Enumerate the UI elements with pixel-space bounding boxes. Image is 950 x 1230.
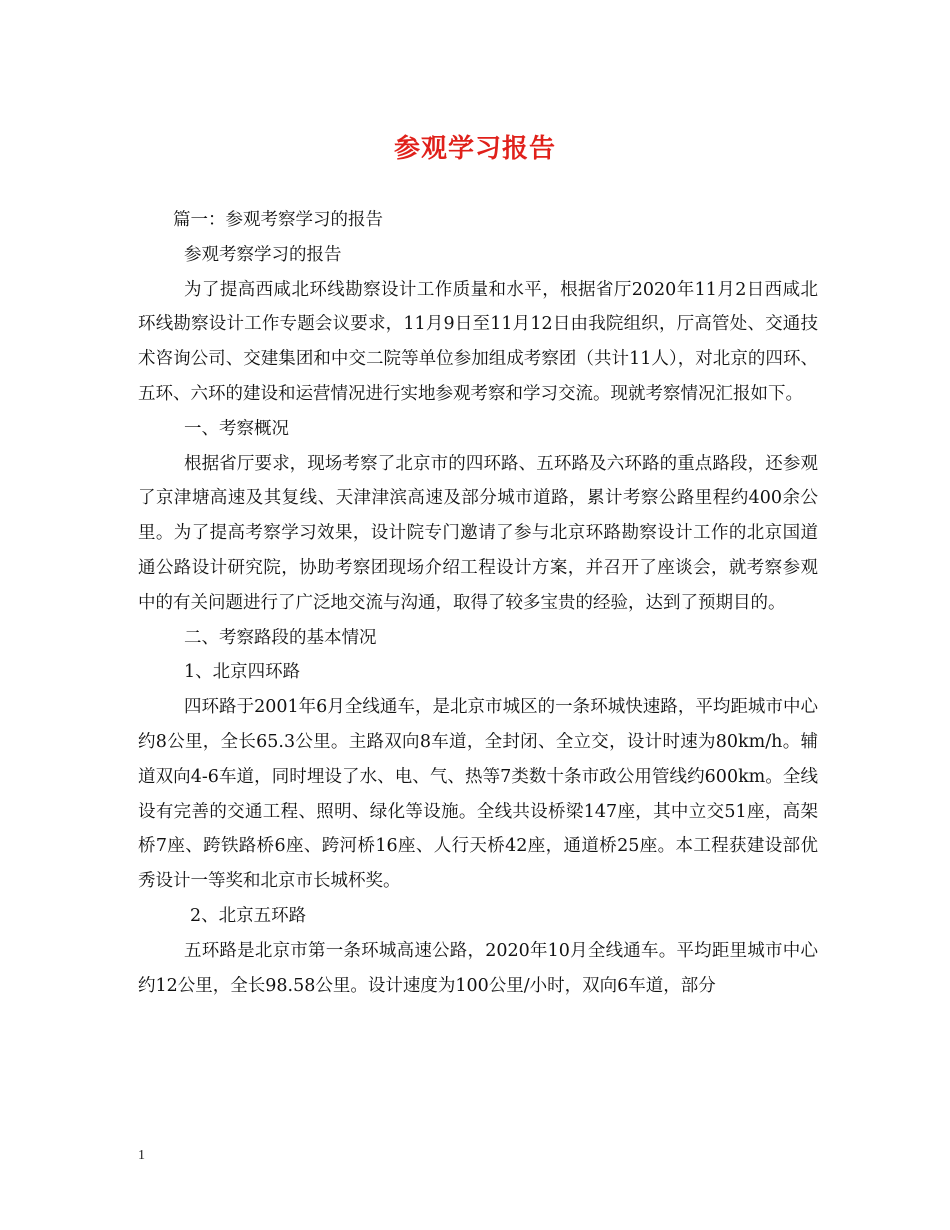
fourth-ring-paragraph: 四环路于2001年6月全线通车，是北京市城区的一条环城快速路，平均距城市中心约8公里，全长65.3公里。主路双向8车道，全封闭、全立交，设计时速为80km/h。辅道双向4-6车道，同时埋设了水、电、气、热等7类数十条市政公用管线约600km。全线设有完善的交通工程、照明、绿化等设施。全线共设桥梁147座，其中立交51座，高架桥7座、跨铁路桥6座、跨河桥16座、人行天桥42座，通道桥25座。本工程获建设部优秀设计一等奖和北京市长城杯奖。 bbox=[138, 697, 818, 892]
subsection-heading-fifth-ring: 2、北京五环路 bbox=[190, 905, 307, 926]
chapter-heading: 篇一：参观考察学习的报告 bbox=[173, 210, 383, 230]
fifth-ring-paragraph: 五环路是北京市第一条环城高速公路，2020年10月全线通车。平均距里城市中心约12公里，全长98.58公里。设计速度为100公里/小时，双向6车道，部分 bbox=[138, 940, 818, 996]
section-heading-roads: 二、考察路段的基本情况 bbox=[184, 627, 377, 648]
subsection-heading-fourth-ring: 1、北京四环路 bbox=[184, 662, 301, 683]
page-number: 1 bbox=[138, 1148, 145, 1163]
sub-heading: 参观考察学习的报告 bbox=[184, 244, 342, 265]
intro-paragraph: 为了提高西咸北环线勘察设计工作质量和水平，根据省厅2020年11月2日西咸北环线勘察设计工作专题会议要求，11月9日至11月12日由我院组织，厅高管处、交通技术咨询公司、交建集团和中交二院等单位参加组成考察团（共计11人），对北京的四环、五环、六环的建设和运营情况进行实地参观考察和学习交流。现就考察情况汇报如下。 bbox=[138, 279, 818, 404]
document-title: 参观学习报告 bbox=[393, 134, 556, 164]
section-heading-overview: 一、考察概况 bbox=[184, 418, 289, 439]
document-body bbox=[138, 203, 818, 1003]
overview-paragraph: 根据省厅要求，现场考察了北京市的四环路、五环路及六环路的重点路段，还参观了京津塘高速及其复线、天津津滨高速及部分城市道路，累计考察公路里程约400余公里。为了提高考察学习效果，设计院专门邀请了参与北京环路勘察设计工作的北京国道通公路设计研究院，协助考察团现场介绍工程设计方案，并召开了座谈会，就考察参观中的有关问题进行了广泛地交流与沟通，取得了较多宝贵的经验，达到了预期目的。 bbox=[138, 453, 818, 613]
